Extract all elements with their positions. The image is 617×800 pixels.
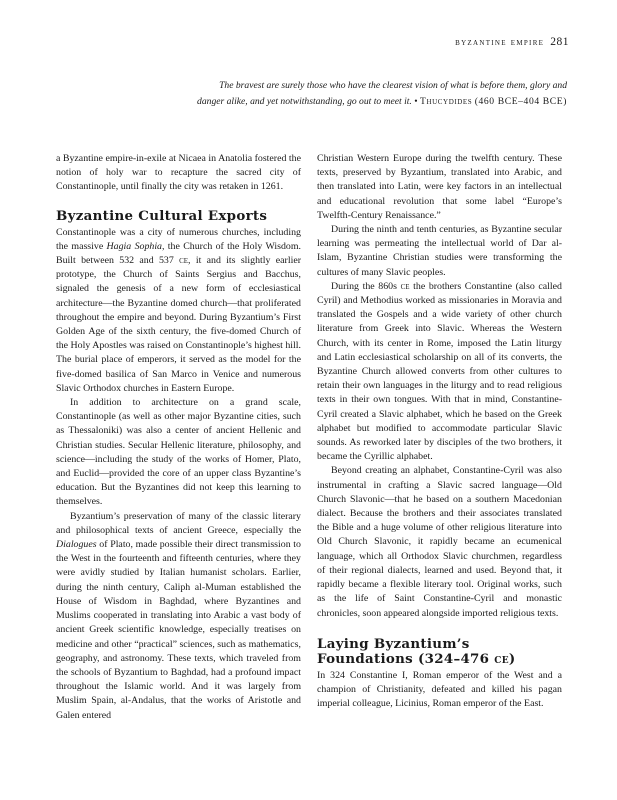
epigraph-line-1: The bravest are surely those who have the clearest vision of what is before them, glory and — [219, 80, 567, 91]
section-heading-laying-foundations — [317, 637, 562, 667]
text-run: , it and its slightly earlier prototype, the Church of Saints Sergius and Bacchus, signaled the genesis of a new form of ecclesiastical architecture—the Byzantine domed church—that proliferated throughout the empire and beyond. During Byzantium’s First Golden Age of the sixth century, the five-domed Church of the Holy Apostles was raised on Constantinople’s highest hill. The burial place of emperors, it served as the model for the five-domed basilica of San Marco in Venice and numerous Slavic Orthodox churches in Eastern Europe. — [56, 255, 301, 394]
epigraph-line-2 — [108, 94, 567, 110]
epigraph-bullet: • — [414, 96, 418, 107]
text-run: Constantinople was a city of numerous churches, including the massive — [56, 226, 301, 252]
right-paragraph-4: In 324 Constantine I, Roman emperor of the West and a champion of Christianity, defeated and killed his pagan imperial colleague, Licinius, Roman emperor of the East. — [317, 669, 562, 710]
text-run: During the 860s — [331, 280, 401, 292]
epigraph-dates: (460 BCE–404 BCE) — [474, 96, 567, 107]
era-abbrev: ce — [400, 280, 410, 292]
left-paragraph-1 — [56, 226, 301, 396]
page-number: 281 — [550, 36, 569, 48]
italic-title-hagia-sophia: Hagia Sophia — [106, 240, 162, 252]
running-head-title: byzantine empire — [455, 37, 545, 48]
text-run: the brothers Constantine (also called Cyril) and Methodius worked as missionaries in Moravia and translated the Gospels and a wide variety of other church literature from Greek into Slavic. Whereas the Western Church, with its center in Rome, imposed the Latin liturgy and Latin ecclesiastical scholarship on all of its converts, the Byzantine Church allowed converts from other cultures to retain their own languages in the liturgy and to read religious texts in their own tongues. With that in mind, Constantine-Cyril created a Slavic alphabet, which he based on the Greek alphabet but modified to accommodate particular Slavic sounds. As reworked later by disciples of the two brothers, it became the Cyrillic alphabet. — [317, 280, 562, 463]
left-paragraph-3 — [56, 510, 301, 723]
left-paragraph-2: In addition to architecture on a grand scale, Constantinople (as well as other major Byzantine cities, such as Thessaloniki) was also a center of ancient Hellenic and Christian studies. Secular Hellenic literature, philosophy, and science—including the study of the works of Homer, Plato, and Euclid—provided the core of an upper class Byzantine’s education. But the Byzantines did not keep this learning to themselves. — [56, 397, 301, 508]
right-paragraph-1: During the ninth and tenth centuries, as Byzantine secular learning was permeating the intellectual world of Dar al-Islam, Byzantine Christian studies were transforming the cultures of many Slavic peoples. — [317, 224, 562, 278]
heading-close-paren: ) — [508, 650, 516, 667]
text-run: of Plato, made possible their direct transmission to the West in the fourteenth and fifteenth centuries, where they were avidly studied by Italian humanist scholars. Earlier, during the ninth century, Caliph al-Muman established the House of Wisdom in Baghdad, where Byzantines and Muslims cooperated in translating into Arabic a vast body of ancient Greek scientific knowledge, especially treatises on medicine and other “practical” sciences, such as mathematics, geography, and astronomy. These texts, which traveled from the schools of Byzantium to Baghdad, had a profound impact throughout the Islamic world. And it was largely from Muslim Spain, al-Andalus, that the works of Aristotle and Galen entered — [56, 539, 301, 721]
running-head — [455, 36, 569, 48]
right-column — [317, 152, 562, 711]
left-paragraph-0: a Byzantine empire-in-exile at Nicaea in Anatolia fostered the notion of holy war to recapture the sacred city of Constantinople, until finally the city was retaken in 1261. — [56, 153, 301, 193]
epigraph-quote-end: danger alike, and yet notwithstanding, go out to meet it. — [197, 96, 412, 107]
epigraph-author: Thucydides — [420, 96, 473, 107]
heading-era-abbrev: ce — [494, 650, 509, 667]
section-heading-cultural-exports: Byzantine Cultural Exports — [56, 207, 268, 224]
right-paragraph-2 — [317, 280, 562, 465]
heading-line-1: Laying Byzantium’s — [317, 635, 470, 652]
epigraph — [108, 78, 567, 110]
left-column — [56, 152, 301, 723]
italic-title-dialogues: Dialogues — [56, 539, 97, 551]
text-run: , the Church of the Holy Wisdom. Built between 532 and 537 — [56, 240, 301, 267]
right-paragraph-0: Christian Western Europe during the twelfth century. These texts, preserved by Byzantium, translated into Arabic, and then translated into Latin, were key factors in an intellectual and educational revolution that some label “Europe’s Twelfth-Century Renaissance.” — [317, 153, 562, 221]
heading-line-2: Foundations (324–476 — [317, 650, 495, 667]
era-abbrev: ce — [179, 255, 189, 267]
right-paragraph-3: Beyond creating an alphabet, Constantine-Cyril was also instrumental in crafting a Slavic sacred language—Old Church Slavonic—that he based on a southern Macedonian dialect. Because the brothers and their associates translated the Bible and a huge volume of other religious literature into Old Church Slavonic, it rapidly became an ecumenical language, which all Orthodox Slavic churchmen, regardless of their regional dialects, learned and used. Beyond that, it rapidly became a flexible literary tool. Original works, such as the life of Saint Constantine-Cyril and monastic chronicles, soon appeared alongside imported religious texts. — [317, 465, 562, 619]
text-run: Byzantium’s preservation of many of the classic literary and philosophical texts of ancient Greece, especially the — [56, 510, 301, 536]
